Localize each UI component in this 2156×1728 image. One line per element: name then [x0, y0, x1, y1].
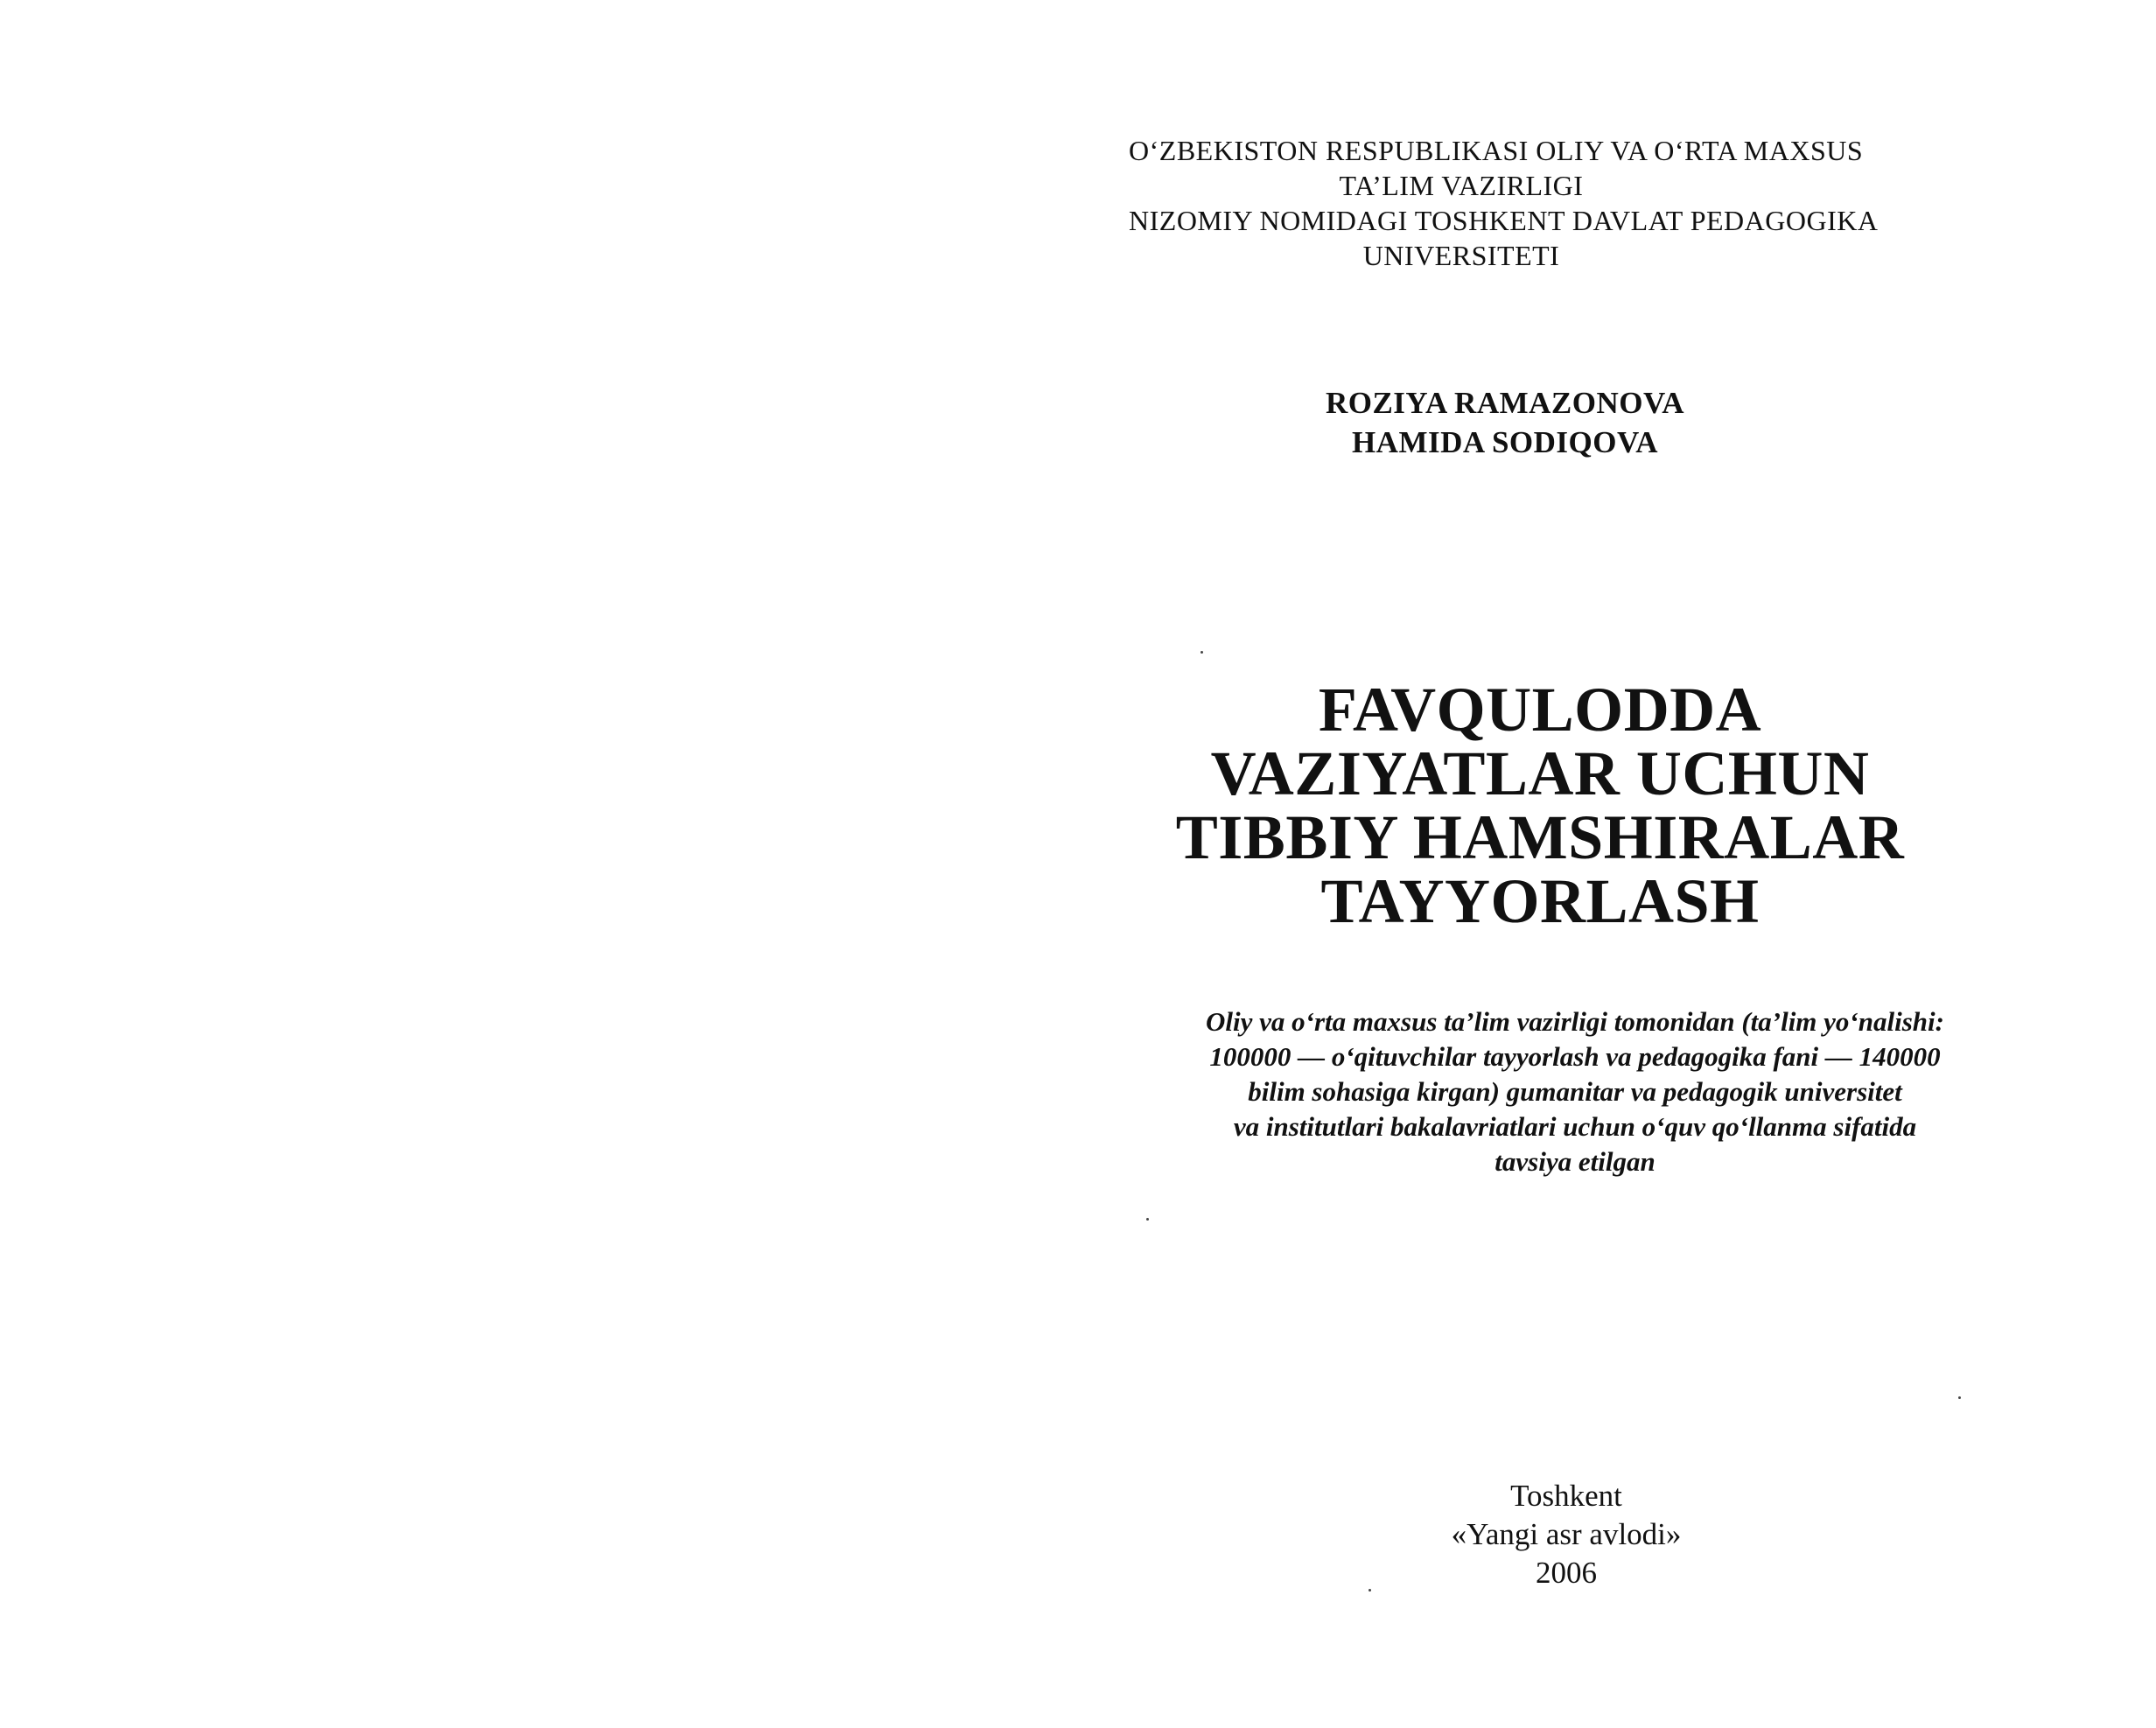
recommendation-line-3: bilim sohasiga kirgan) gumanitar va pedagogik universitet	[1248, 1076, 1902, 1107]
recommendation-line-4: va institutlari bakalavriatlari uchun o‘quv qo‘llanma sifatida	[1233, 1111, 1917, 1142]
recommendation-note	[1129, 1004, 2021, 1179]
imprint-year: 2006	[1536, 1556, 1597, 1590]
title-line-2: VAZIYATLAR UCHUN	[1210, 738, 1870, 808]
scan-speck	[1958, 1396, 1961, 1399]
book-title	[1120, 675, 1960, 936]
authors	[1172, 383, 1838, 462]
title-line-1: FAVQULODDA	[1318, 675, 1762, 745]
institution-header	[1129, 133, 1879, 273]
title-line-3: TIBBIY HAMSHIRALAR	[1175, 802, 1905, 872]
institution-line-4: UNIVERSITETI	[1362, 240, 1560, 271]
institution-line-1: O‘ZBEKISTON RESPUBLIKASI OLIY VA O‘RTA MAXSUS	[1129, 135, 1864, 166]
recommendation-line-1: Oliy va o‘rta maxsus ta’lim vazirligi tomonidan (ta’lim yo‘nalishi:	[1206, 1006, 1944, 1037]
institution-line-3: NIZOMIY NOMIDAGI TOSHKENT DAVLAT PEDAGOGIKA	[1129, 205, 1879, 236]
author-1: ROZIYA RAMAZONOVA	[1325, 386, 1685, 420]
recommendation-line-2: 100000 — o‘qituvchilar tayyorlash va pedagogika fani — 140000	[1209, 1041, 1941, 1072]
imprint-city: Toshkent	[1510, 1479, 1622, 1513]
scan-speck	[1146, 1218, 1149, 1221]
institution-line-2: TA’LIM VAZIRLIGI	[1339, 170, 1584, 201]
imprint	[1435, 1477, 1698, 1592]
author-2: HAMIDA SODIQOVA	[1351, 425, 1659, 459]
recommendation-line-5: tavsiya etilgan	[1494, 1146, 1656, 1177]
title-line-4: TAYYORLASH	[1320, 866, 1760, 936]
imprint-publisher: «Yangi asr avlodi»	[1451, 1517, 1682, 1551]
scan-speck	[1368, 1589, 1371, 1592]
scan-speck	[1200, 651, 1203, 654]
